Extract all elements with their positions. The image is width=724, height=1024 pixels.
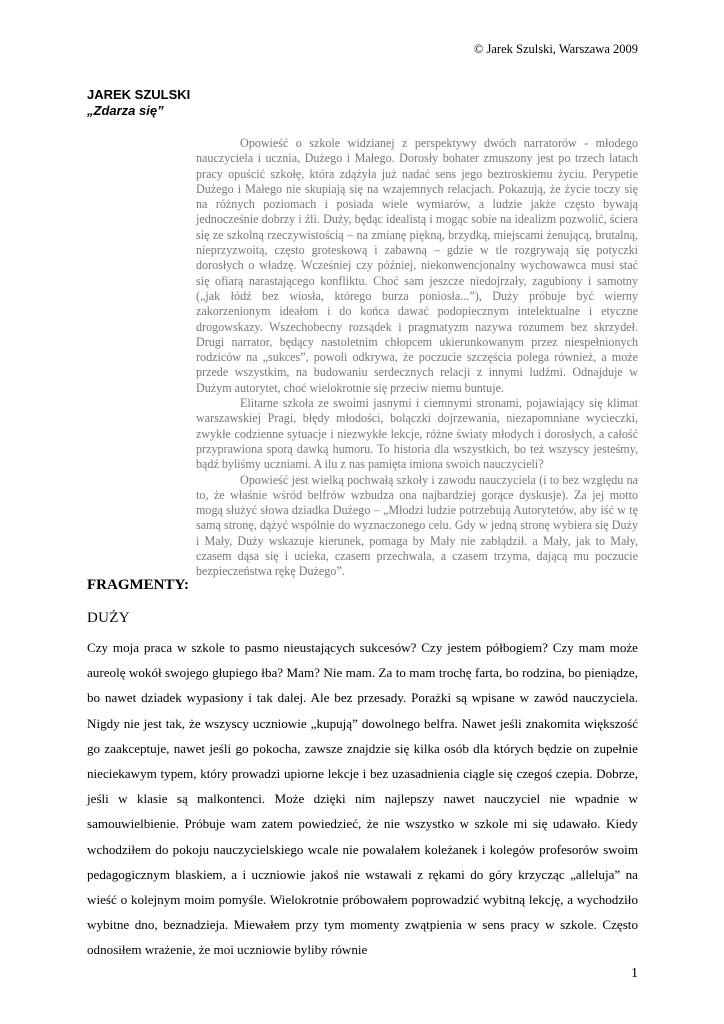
- book-title: „Zdarza się”: [87, 103, 164, 118]
- page-number: 1: [631, 966, 638, 981]
- abstract-paragraph-2: Elitarne szkoła ze swoimi jasnymi i ciemnymi stronami, pojawiający się klimat warszawskiej Pragi, błędy młodości, bolączki dojrzewania, niezapomniane wycieczki, zwykłe codzienne sytuacje i niezwykłe lekcje, różne światy młodych i dorosłych, a całość przyprawiona sporą dawką humoru. To historia dla wszystkich, bo też wszyscy jesteśmy, bądź byliśmy uczniami. A ilu z nas pamięta imiona swoich nauczycieli?: [196, 396, 638, 472]
- body-text: [87, 635, 638, 963]
- subsection-title: DUŻY: [87, 610, 130, 626]
- body-paragraph: Czy moja praca w szkole to pasmo nieustających sukcesów? Czy jestem półbogiem? Czy mam może aureolę wokół swojego głupiego łba? Mam? Nie mam. Za to mam trochę farta, bo rodzina, bo pieniądze, bo nawet dziadek wypasiony i tak dalej. Ale bez przesady. Porażki są wpisane w zawód nauczyciela. Nigdy nie jest tak, że wszyscy uczniowie „kupują” dowolnego belfra. Nawet jeśli znakomita większość go zaakceptuje, nawet jeśli go pokocha, zawsze znajdzie się kilka osób dla których będzie on zupełnie nieciekawym typem, który prowadzi upiorne lekcje i bez uzasadnienia ciągle się czegoś czepia. Dobrze, jeśli w klasie są malkontenci. Może dzięki nim najlepszy nawet nauczyciel nie wpadnie w samouwielbienie. Próbuje wam zatem powiedzieć, że nie wszystko w szkole mi się udawało. Kiedy wchodziłem do pokoju nauczycielskiego wcale nie powalałem koleżanek i kolegów profesorów swoim pedagogicznym blaskiem, a i uczniowie jakoś nie wstawali z rękami do góry krzycząc „alleluja” na wieść o kolejnym moim pomyśle. Wielokrotnie próbowałem poprowadzić wybitną lekcję, a wychodziło wybitne dno, beznadzieja. Miewałem przy tym momenty zwątpienia w sens pracy w szkole. Często odnosiłem wrażenie, że moi uczniowie byliby równie: [87, 640, 638, 958]
- author-name: JAREK SZULSKI: [87, 87, 191, 102]
- title-block: [87, 87, 190, 119]
- abstract-paragraph-1: Opowieść o szkole widzianej z perspektywy dwóch narratorów - młodego nauczyciela i ucznia, Dużego i Małego. Dorosły bohater zmuszony jest po trzech latach pracy opuścić szkołę, która zdążyła już nadać sens jego beztroskiemu życiu. Perypetie Dużego i Małego nie skupiają się na wzajemnych relacjach. Pokazują, że życie toczy się na różnych poziomach i posiada wiele wymiarów, a ludzie jakże często bywają jednocześnie dobrzy i źli. Duży, będąc idealistą i mogąc sobie na idealizm pozwolić, ściera się ze szkolną rzeczywistością – na zmianę piękną, brzydką, miejscami żenującą, brutalną, nieprzyzwoitą, często groteskową i zabawną – gdzie w tle rozgrywają się potyczki dorosłych o władzę. Wcześniej czy później, niekonwencjonalny wychowawca musi stać się ofiarą narastającego konfliktu. Choć sam jeszcze niedojrzały, zagubiony i samotny („jak łódź bez wiosła, którego burza poniosła...”), Duży próbuje być wierny zakorzenionym ideałom i do końca dawać podopiecznym intelektualne i etyczne drogowskazy. Wszechobecny rozsądek i pragmatyzm nazywa rozumem bez skrzydeł. Drugi narrator, będący nastoletnim chłopcem ukierunkowanym przez niespełnionych rodziców na „sukces”, powoli odkrywa, że poczucie szczęścia polega również, a może przede wszystkim, na budowaniu serdecznych relacji z innymi ludźmi. Odnajduje w Dużym autorytet, choć wielokrotnie się przeciw niemu buntuje.: [196, 136, 638, 395]
- copyright-header: © Jarek Szulski, Warszawa 2009: [473, 42, 638, 56]
- abstract-paragraph-3: Opowieść jest wielką pochwałą szkoły i zawodu nauczyciela (i to bez względu na to, że właśnie wśród belfrów wzbudza ona najbardziej gorące dyskusje). Za jej motto mogą służyć słowa dziadka Dużego – „Młodzi ludzie potrzebują Autorytetów, aby iść w tę samą stronę, dążyć wspólnie do wyznaczonego celu. Gdy w jedną stronę wybiera się Duży i Mały, Duży wskazuje kierunek, pomaga by Mały nie zabłądził. a Mały, jak to Mały, czasem dąsa się i ucieka, czasem przechwala, a czasem trzyma, dającą mu poczucie bezpieczeństwa rękę Dużego”.: [196, 472, 638, 579]
- abstract: [196, 136, 638, 580]
- section-title: FRAGMENTY:: [87, 577, 189, 593]
